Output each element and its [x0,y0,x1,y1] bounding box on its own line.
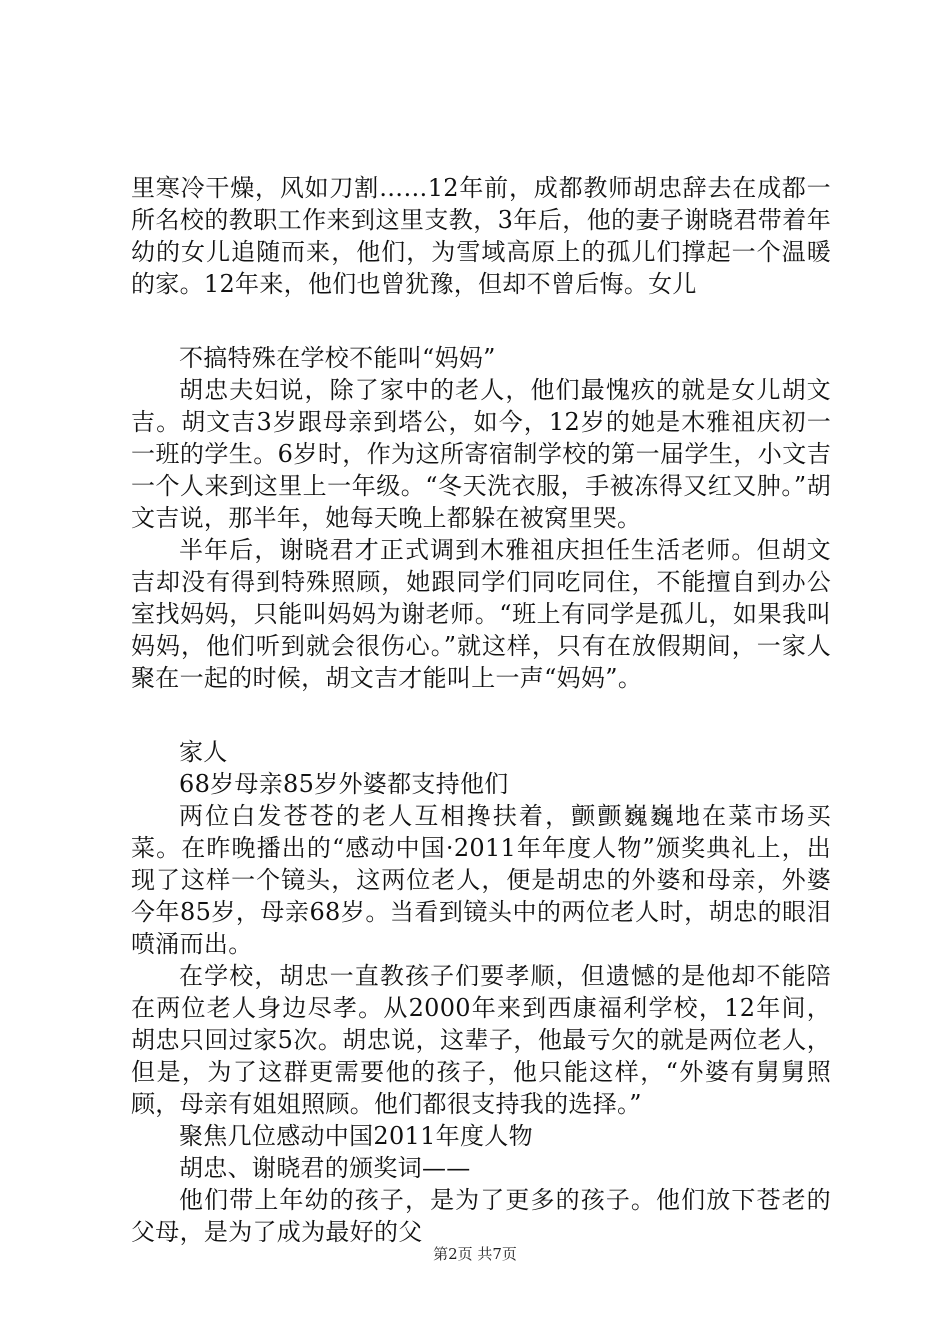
paragraph-elders: 两位白发苍苍的老人互相搀扶着，颤颤巍巍地在菜市场买菜。在昨晚播出的“感动中国·2011年年度人物”颁奖典礼上，出现了这样一个镜头，这两位老人，便是胡忠的外婆和母亲，外婆今年85岁，母亲68岁。当看到镜头中的两位老人时，胡忠的眼泪喷涌而出。 [131,802,831,958]
paragraph-award-speech: 他们带上年幼的孩子，是为了更多的孩子。他们放下苍老的父母，是为了成为最好的父 [131,1186,831,1246]
section-gap [131,694,831,736]
section-heading-no-special-treatment: 不搞特殊在学校不能叫“妈妈” [179,344,496,372]
paragraph-daughter: 胡忠夫妇说，除了家中的老人，他们最愧疚的就是女儿胡文吉。胡文吉3岁跟母亲到塔公，如今，12岁的她是木雅祖庆初一一班的学生。6岁时，作为这所寄宿制学校的第一届学生，小文吉一个人来到这里上一年级。“冬天洗衣服，手被冻得又红又肿。”胡文吉说，那半年，她每天晚上都躲在被窝里哭。 [131,376,831,532]
page-number-footer: 第2页 共7页 [433,1245,517,1263]
section-heading-family: 家人 [179,738,228,766]
paragraph-filial-piety: 在学校，胡忠一直教孩子们要孝顺，但遗憾的是他却不能陪在两位老人身边尽孝。从2000年来到西康福利学校，12年间，胡忠只回过家5次。胡忠说，这辈子，他最亏欠的就是两位老人，但是，为了这群更需要他的孩子，他只能这样，“外婆有舅舅照顾，母亲有姐姐照顾。他们都很支持我的选择。” [131,962,831,1118]
section-gap [131,300,831,342]
document-body [131,172,831,1248]
section-subheading-support: 68岁母亲85岁外婆都支持他们 [179,770,509,798]
section-heading-focus: 聚焦几位感动中国2011年度人物 [179,1122,533,1150]
section-heading-award-speech: 胡忠、谢晓君的颁奖词—— [179,1154,471,1182]
paragraph-mother-teacher: 半年后，谢晓君才正式调到木雅祖庆担任生活老师。但胡文吉却没有得到特殊照顾，她跟同学们同吃同住，不能擅自到办公室找妈妈，只能叫妈妈为谢老师。“班上有同学是孤儿，如果我叫妈妈，他们听到就会很伤心。”就这样，只有在放假期间，一家人聚在一起的时候，胡文吉才能叫上一声“妈妈”。 [131,536,831,692]
paragraph-intro: 里寒冷干燥，风如刀割……12年前，成都教师胡忠辞去在成都一所名校的教职工作来到这里支教，3年后，他的妻子谢晓君带着年幼的女儿追随而来，他们，为雪域高原上的孤儿们撑起一个温暖的家。12年来，他们也曾犹豫，但却不曾后悔。女儿 [131,174,831,298]
